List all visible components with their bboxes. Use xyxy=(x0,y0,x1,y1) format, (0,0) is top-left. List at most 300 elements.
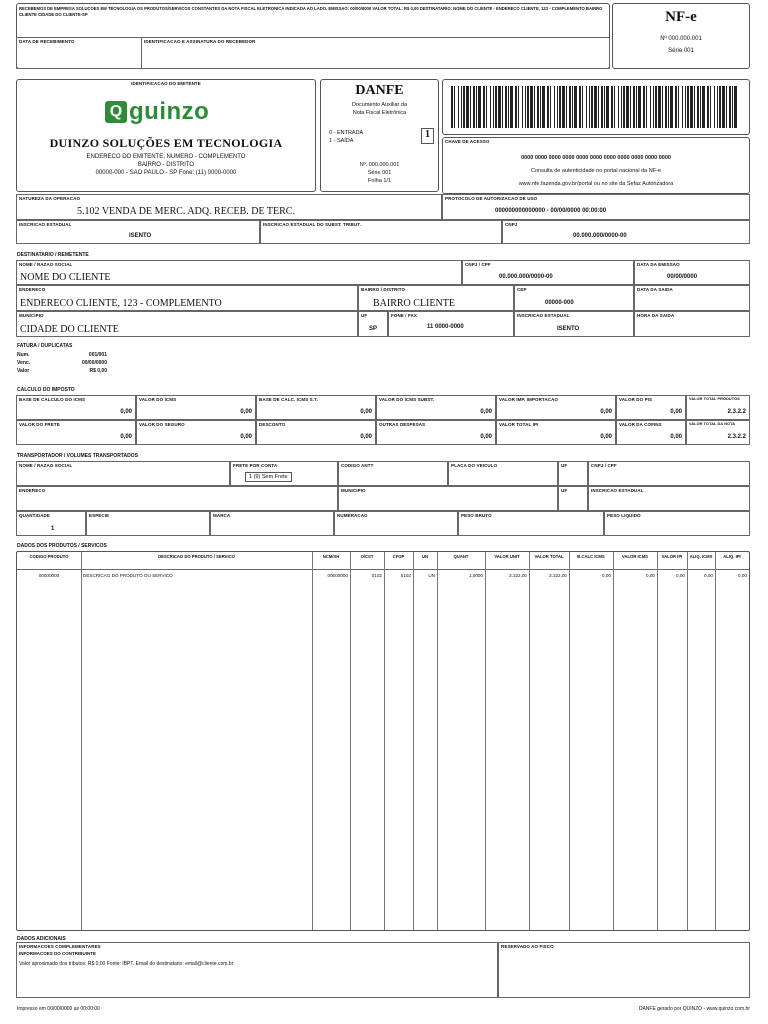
recipient-exit-field xyxy=(634,285,750,311)
barcode-bar xyxy=(678,86,679,128)
recipient-name: NOME DO CLIENTE xyxy=(20,272,111,283)
products-cell: 0102 xyxy=(371,573,382,578)
tax-field xyxy=(256,395,376,420)
footer-left: Impresso em 00/00/0000 as 00:00:00 xyxy=(17,1006,100,1012)
barcode-bar xyxy=(665,86,667,128)
barcode-bar xyxy=(630,86,631,128)
barcode-bar xyxy=(534,86,535,128)
barcode-bar xyxy=(714,86,715,128)
carrier-cnpj-field xyxy=(588,461,750,486)
freight-field xyxy=(230,461,338,486)
tax-label: VALOR IMP. IMPORTACAO xyxy=(499,397,559,402)
products-column-header: NCM/SH xyxy=(322,554,340,559)
invoice-row xyxy=(17,368,127,376)
additional-info-field xyxy=(16,942,498,998)
danfe-subtitle2: Nota Fiscal Eletrônica xyxy=(352,110,407,116)
barcode-bar xyxy=(557,86,558,128)
barcode-bar xyxy=(643,86,645,128)
volume-species-field xyxy=(86,511,210,536)
additional-info-label: INFORMACOES COMPLEMENTARES xyxy=(19,944,101,949)
barcode-bar xyxy=(589,86,590,128)
danfe-page: Folha 1/1 xyxy=(368,178,391,184)
carrier-uf-label: UF xyxy=(561,463,568,468)
volume-numbering-label: NUMERACAO xyxy=(337,513,368,518)
recipient-ie-field xyxy=(514,311,634,337)
barcode-bar xyxy=(582,86,583,128)
volume-numbering-field xyxy=(334,511,458,536)
fisco-field xyxy=(498,942,750,998)
column-divider xyxy=(485,552,486,930)
products-column-header: CFOP xyxy=(392,554,405,559)
barcode-bar xyxy=(675,86,677,128)
additional-info-text: Valor aproximado dos tributos: R$ 0,00 Fonte: IBPT. Email do destinatario: email@cliente.com.br xyxy=(19,961,234,967)
column-divider xyxy=(413,552,414,930)
barcode-bar xyxy=(719,86,721,128)
column-divider xyxy=(613,552,614,930)
column-divider xyxy=(529,552,530,930)
products-column-header: QUANT xyxy=(453,554,469,559)
issuer-cnpj-label: CNPJ xyxy=(505,222,518,227)
tax-label: OUTRAS DESPESAS xyxy=(379,422,426,427)
recipient-cnpj-field xyxy=(462,260,634,285)
tax-value: 0,00 xyxy=(120,434,132,440)
invoice-row-value: R$ 0,00 xyxy=(89,368,107,374)
volume-species-label: ESPECIE xyxy=(89,513,110,518)
invoice-row-value: 001/001 xyxy=(88,352,107,358)
products-cell: 0,00 xyxy=(646,573,655,578)
recipient-cep: 00000-000 xyxy=(545,300,574,306)
barcode-bar xyxy=(646,86,647,128)
recipient-district: BAIRRO CLIENTE xyxy=(373,298,455,309)
barcode-bar xyxy=(463,86,465,128)
tax-value: 2.3.2.2 xyxy=(727,434,746,440)
recipient-ie-label: INSCRICAO ESTADUAL xyxy=(517,313,570,318)
barcode-bar xyxy=(626,86,629,128)
volume-qty-label: QUANTIDADE xyxy=(19,513,50,518)
products-cell: 00000000 xyxy=(38,573,60,578)
barcode-bar xyxy=(486,86,487,128)
tax-field xyxy=(616,420,686,445)
products-cell: UN xyxy=(428,573,435,578)
carrier-ie-field xyxy=(588,486,750,511)
recipient-address-field xyxy=(16,285,358,311)
products-column-header: ALIQ. IPI xyxy=(723,554,741,559)
tax-field xyxy=(136,395,256,420)
danfe-entry: 0 - ENTRADA xyxy=(329,130,364,136)
ie-field xyxy=(16,220,260,244)
tax-label: VALOR DO PIS xyxy=(619,397,653,402)
barcode-bar xyxy=(466,86,469,128)
products-cell: 0,00 xyxy=(602,573,611,578)
tax-field xyxy=(376,395,496,420)
recipient-cep-field xyxy=(514,285,634,311)
recipient-city-field xyxy=(16,311,358,337)
products-cell: 0,00 xyxy=(738,573,747,578)
barcode-bar xyxy=(685,86,686,128)
danfe-box xyxy=(320,79,439,192)
products-column-header: B.CALC ICMS xyxy=(577,554,605,559)
barcode-bar xyxy=(717,86,718,128)
recipient-name-field xyxy=(16,260,462,285)
tax-label: BASE DE CALCULO DO ICMS xyxy=(19,397,86,402)
barcode-bar xyxy=(586,86,587,128)
nature-label: NATUREZA DA OPERACAO xyxy=(19,196,81,201)
recipient-city-label: MUNICIPIO xyxy=(19,313,44,318)
products-column-header: CODIGO PRODUTO xyxy=(29,554,69,559)
carrier-address-field xyxy=(16,486,338,511)
products-cell: 1,0000 xyxy=(468,573,483,578)
tax-value: 0,00 xyxy=(670,434,682,440)
barcode-bar xyxy=(483,86,485,128)
receipt-nfe-title: NF-e xyxy=(665,9,697,25)
recipient-time-label: HORA DA SAIDA xyxy=(637,313,675,318)
invoice-row-key: Num. xyxy=(17,352,30,358)
barcode-bar xyxy=(623,86,625,128)
carrier-uf-field xyxy=(558,461,588,486)
invoice-section: FATURA / DUPLICATAS xyxy=(17,343,73,349)
logo-icon: Q xyxy=(105,101,127,123)
barcode-bar xyxy=(451,86,453,128)
tax-value: 0,00 xyxy=(360,434,372,440)
danfe-title: DANFE xyxy=(355,83,404,98)
antt-field xyxy=(338,461,448,486)
volume-gross-label: PESO BRUTO xyxy=(461,513,492,518)
products-cell: 2.322,00 xyxy=(509,573,527,578)
tax-value: 2.3.2.2 xyxy=(727,409,746,415)
barcode-bar xyxy=(493,86,494,128)
danfe-type-box xyxy=(421,128,434,144)
barcode-bar xyxy=(633,86,635,128)
plate-field xyxy=(448,461,558,486)
fisco-label: RESERVADO AO FISCO xyxy=(501,944,554,949)
recipient-issue-field xyxy=(634,260,750,285)
tax-label: VALOR TOTAL IPI xyxy=(499,422,539,427)
barcode-bar xyxy=(732,86,733,128)
barcode-bar xyxy=(490,86,491,128)
barcode-bar xyxy=(579,86,581,128)
barcode-bar xyxy=(670,86,673,128)
barcode-bar xyxy=(606,86,609,128)
recipient-cnpj: 00.000.000/0000-00 xyxy=(499,274,553,280)
carrier-city-label: MUNICIPIO xyxy=(341,488,366,493)
carrier-ie-label: INSCRICAO ESTADUAL xyxy=(591,488,644,493)
recipient-phone-field xyxy=(388,311,514,337)
barcode-bar xyxy=(702,86,705,128)
danfe-exit: 1 - SAÍDA xyxy=(329,138,354,144)
tax-field xyxy=(376,420,496,445)
products-table xyxy=(16,551,750,931)
volume-net-label: PESO LIQUIDO xyxy=(607,513,641,518)
ie-label: INSCRICAO ESTADUAL xyxy=(19,222,72,227)
column-divider xyxy=(657,552,658,930)
tax-label: BASE DE CALC. ICMS S.T. xyxy=(259,397,318,402)
column-divider xyxy=(81,552,82,930)
issuer-address3: 00000-000 - SAO PAULO - SP Fone: (11) 0000-0000 xyxy=(95,170,237,176)
tax-field xyxy=(136,420,256,445)
volume-qty: 1 xyxy=(51,526,55,532)
tax-field xyxy=(616,395,686,420)
barcode-bar xyxy=(682,86,683,128)
barcode-bar xyxy=(554,86,555,128)
receipt-signature-field xyxy=(141,37,610,69)
access-key-box xyxy=(442,137,750,194)
products-column-header: O/CST xyxy=(360,554,374,559)
barcode-bar xyxy=(515,86,517,128)
barcode-box xyxy=(442,79,750,135)
barcode-bar xyxy=(518,86,519,128)
tax-field xyxy=(256,420,376,445)
recipient-phone-label: FONE / FAX xyxy=(391,313,418,318)
tax-value: 0,00 xyxy=(240,434,252,440)
barcode-bar xyxy=(604,86,605,128)
barcode-bar xyxy=(498,86,501,128)
barcode-bar xyxy=(729,86,731,128)
invoice-row-key: Valor xyxy=(17,368,30,374)
barcode-bar xyxy=(508,86,509,128)
barcode-bar xyxy=(710,86,711,128)
issuer-cnpj-field xyxy=(502,220,750,244)
tax-label: VALOR DA COFINS xyxy=(619,422,662,427)
ie-st-label: INSCRICAO ESTADUAL DO SUBST. TRIBUT. xyxy=(263,222,361,227)
barcode-bar xyxy=(562,86,565,128)
invoice-block xyxy=(17,352,127,376)
ie-st-field xyxy=(260,220,502,244)
barcode-bar xyxy=(502,86,503,128)
barcode-bar xyxy=(525,86,526,128)
barcode-bar xyxy=(470,86,471,128)
tax-value: 0,00 xyxy=(360,409,372,415)
receipt-date-field xyxy=(16,37,142,69)
recipient-address-label: ENDERECO xyxy=(19,287,46,292)
products-cell: 0,00 xyxy=(676,573,685,578)
barcode-bar xyxy=(734,86,737,128)
invoice-row-value: 00/00/0000 xyxy=(81,360,107,366)
barcode-bar xyxy=(650,86,651,128)
barcode-bar xyxy=(572,86,573,128)
antt-label: CODIGO ANTT xyxy=(341,463,374,468)
products-column-header: VALOR TOTAL xyxy=(534,554,564,559)
tax-field xyxy=(16,420,136,445)
products-cell: DESCRICAO DO PRODUTO OU SERVICO xyxy=(83,573,173,578)
carrier-cnpj-label: CNPJ / CPF xyxy=(591,463,617,468)
volume-brand-field xyxy=(210,511,334,536)
barcode-bar xyxy=(476,86,477,128)
access-key-value: 0000 0000 0000 0000 0000 0000 0000 0000 0000 0000 0000 xyxy=(521,155,671,161)
carrier-name-label: NOME / RAZAO SOCIAL xyxy=(19,463,73,468)
freight-label: FRETE POR CONTA xyxy=(233,463,278,468)
logo-text: guinzo xyxy=(129,98,210,125)
freight-value-box xyxy=(245,472,292,482)
additional-section: DADOS ADICIONAIS xyxy=(17,936,66,942)
barcode-bar xyxy=(636,86,637,128)
nature-field xyxy=(16,194,442,220)
volume-gross-field xyxy=(458,511,604,536)
barcode-bar xyxy=(726,86,727,128)
products-cell: 5102 xyxy=(400,573,411,578)
barcode-bar xyxy=(461,86,462,128)
products-section: DADOS DOS PRODUTOS / SERVICOS xyxy=(17,543,107,549)
carrier-address-label: ENDERECO xyxy=(19,488,46,493)
danfe-number: Nº. 000.000.001 xyxy=(359,162,400,168)
ie-value: ISENTO xyxy=(129,233,152,239)
protocol-label: PROTOCOLO DE AUTORIZACAO DE USO xyxy=(445,196,538,201)
barcode-bar xyxy=(527,86,529,128)
tax-label: VALOR TOTAL DA NOTA xyxy=(689,422,736,426)
barcode-bar xyxy=(601,86,603,128)
products-column-header: VALOR IPI xyxy=(661,554,683,559)
barcode-bar xyxy=(454,86,455,128)
barcode-bar xyxy=(540,86,541,128)
tax-value: 0,00 xyxy=(600,434,612,440)
carrier-name-field xyxy=(16,461,230,486)
barcode-bar xyxy=(478,86,481,128)
barcode-bar xyxy=(638,86,641,128)
barcode-bar xyxy=(594,86,597,128)
tax-label: VALOR TOTAL PRODUTOS xyxy=(689,397,740,401)
issuer-name: DUINZO SOLUÇÕES EM TECNOLOGIA xyxy=(49,136,283,150)
plate-label: PLACA DO VEICULO xyxy=(451,463,498,468)
products-cell: 0,00 xyxy=(704,573,713,578)
barcode-bar xyxy=(658,86,661,128)
barcode-bar xyxy=(694,86,695,128)
invoice-row xyxy=(17,360,127,368)
tax-label: VALOR DO ICMS SUBST. xyxy=(379,397,435,402)
recipient-address: ENDERECO CLIENTE, 123 - COMPLEMENTO xyxy=(20,298,222,309)
tax-field xyxy=(686,420,750,445)
footer-right: DANFE gerado por QUINZO - www.quinzo.com.br xyxy=(638,1006,750,1012)
recipient-time-field xyxy=(634,311,750,337)
tax-section: CALCULO DO IMPOSTO xyxy=(17,387,75,393)
column-divider xyxy=(715,552,716,930)
products-column-header: VALOR UNIT xyxy=(494,554,520,559)
danfe-series: Série 001 xyxy=(367,170,392,176)
receipt-nfe-series: Série 001 xyxy=(668,48,694,54)
barcode-icon xyxy=(451,86,741,128)
column-divider xyxy=(312,552,313,930)
recipient-exit-label: DATA DA SAIDA xyxy=(637,287,673,292)
barcode-bar xyxy=(722,86,725,128)
tax-label: VALOR DO ICMS xyxy=(139,397,177,402)
volume-brand-label: MARCA xyxy=(213,513,231,518)
tax-label: DESCONTO xyxy=(259,422,286,427)
tax-value: 0,00 xyxy=(480,409,492,415)
products-cell: 2.322,00 xyxy=(549,573,567,578)
barcode-bar xyxy=(537,86,539,128)
recipient-uf: SP xyxy=(369,326,378,332)
freight-value: 1 (9) Sem Frete xyxy=(249,474,288,480)
tax-row-2 xyxy=(16,420,750,445)
tax-value: 0,00 xyxy=(670,409,682,415)
recipient-issue-label: DATA DA EMISSAO xyxy=(637,262,680,267)
volume-qty-field xyxy=(16,511,86,536)
receipt-signature-label: IDENTIFICACAO E ASSINATURA DO RECEBEDOR xyxy=(144,39,256,44)
tax-field xyxy=(496,420,616,445)
nature-value: 5.102 VENDA DE MERC. ADQ. RECEB. DE TERC. xyxy=(77,206,295,217)
carrier-city-field xyxy=(338,486,558,511)
tax-value: 0,00 xyxy=(480,434,492,440)
tax-value: 0,00 xyxy=(240,409,252,415)
tax-label: VALOR DO FRETE xyxy=(19,422,60,427)
tax-field xyxy=(686,395,750,420)
barcode-bar xyxy=(569,86,571,128)
products-header-row xyxy=(17,552,749,570)
barcode-bar xyxy=(697,86,699,128)
barcode-bar xyxy=(653,86,654,128)
invoice-row xyxy=(17,352,127,360)
products-column-header: VALOR ICMS xyxy=(622,554,648,559)
barcode-bar xyxy=(700,86,701,128)
tax-row-1 xyxy=(16,395,750,420)
carrier-uf2-label: UF xyxy=(561,488,568,493)
issuer-header-label: IDENTIFICACAO DO EMITENTE xyxy=(131,81,201,86)
danfe-type: 1 xyxy=(425,129,430,140)
barcode-bar xyxy=(621,86,622,128)
barcode-bar xyxy=(495,86,497,128)
recipient-phone: 11 0000-0000 xyxy=(427,324,464,330)
barcode-bar xyxy=(618,86,619,128)
barcode-bar xyxy=(530,86,533,128)
barcode-bar xyxy=(655,86,657,128)
column-divider xyxy=(687,552,688,930)
recipient-uf-label: UF xyxy=(361,313,368,318)
products-cell: 00000000 xyxy=(327,573,348,578)
barcode-bar xyxy=(707,86,709,128)
tax-value: 0,00 xyxy=(120,409,132,415)
receipt-notice: RECEBEMOS DE EMPRESA SOLUCOES EM TECNOLOGIA OS PRODUTOS/SERVICOS CONSTANTES DA NOTA FISCAL ELETRONICA INDICADA AO LADO. EMISSAO: 00/00/0000 VALOR TOTAL: R$ 0,00 DESTINATARIO: NOME DO CLIENTE - ENDERECO CLIENTE, 123 - COMPLEMENTO BAIRRO CLIENTE CIDADE DO CLIENTE-SP xyxy=(19,6,603,17)
barcode-bar xyxy=(598,86,599,128)
barcode-bar xyxy=(611,86,613,128)
issuer-logo xyxy=(105,96,209,128)
barcode-bar xyxy=(510,86,513,128)
recipient-cep-label: CEP xyxy=(517,287,527,292)
access-query2: www.nfe.fazenda.gov.br/portal ou no site da Sefaz Autorizadora xyxy=(518,181,674,187)
barcode-bar xyxy=(473,86,475,128)
column-divider xyxy=(437,552,438,930)
recipient-city: CIDADE DO CLIENTE xyxy=(20,324,119,335)
carrier-uf2-field xyxy=(558,486,588,511)
barcode-bar xyxy=(690,86,693,128)
protocol-value: 000000000000000 - 00/00/0000 00:00:00 xyxy=(495,208,607,214)
tax-field xyxy=(496,395,616,420)
access-query1: Consulta de autenticidade no portal nacional da NF-e xyxy=(531,168,661,174)
tax-label: VALOR DO SEGURO xyxy=(139,422,185,427)
recipient-issue: 00/00/0000 xyxy=(667,274,698,280)
barcode-bar xyxy=(614,86,615,128)
barcode-bar xyxy=(542,86,545,128)
products-body xyxy=(17,570,749,930)
recipient-name-label: NOME / RAZAO SOCIAL xyxy=(19,262,73,267)
recipient-uf-field xyxy=(358,311,388,337)
receipt-date-label: DATA DE RECEBIMENTO xyxy=(19,39,75,44)
barcode-bar xyxy=(662,86,663,128)
barcode-bar xyxy=(458,86,459,128)
barcode-bar xyxy=(668,86,669,128)
receipt-nfe-box xyxy=(612,3,750,69)
recipient-section: DESTINATARIO / REMETENTE xyxy=(17,252,89,258)
recipient-ie: ISENTO xyxy=(557,326,580,332)
transport-section: TRANSPORTADOR / VOLUMES TRANSPORTADOS xyxy=(17,453,138,459)
column-divider xyxy=(384,552,385,930)
recipient-district-label: BAIRRO / DISTRITO xyxy=(361,287,406,292)
protocol-field xyxy=(442,194,750,220)
column-divider xyxy=(350,552,351,930)
barcode-bar xyxy=(505,86,507,128)
barcode-bar xyxy=(574,86,577,128)
invoice-row-key: Venc. xyxy=(17,360,31,366)
receipt-nfe-number: Nº 000.000.001 xyxy=(660,36,702,42)
barcode-bar xyxy=(559,86,561,128)
issuer-box xyxy=(16,79,316,192)
